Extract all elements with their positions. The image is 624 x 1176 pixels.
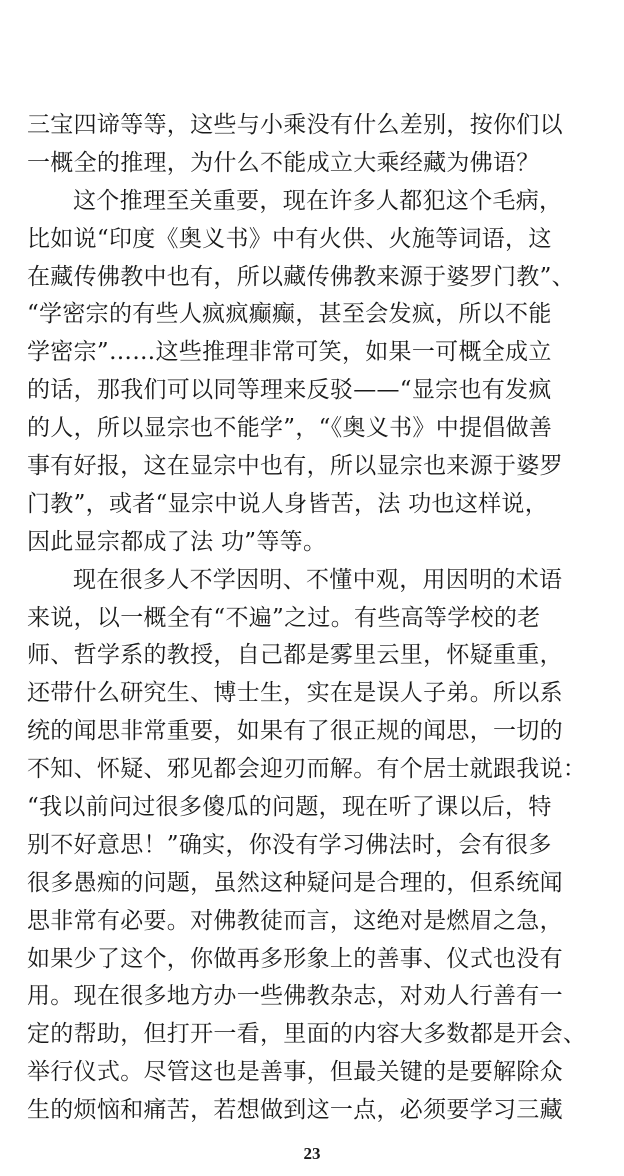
text-line: 用。现在很多地方办一些佛教杂志，对劝人行善有一: [27, 983, 563, 1010]
text-line: 的话，那我们可以同等理来反驳——“显宗也有发疯: [27, 377, 552, 404]
text-line: 定的帮助，但打开一看，里面的内容大多数都是开会、: [27, 1021, 587, 1048]
page-number: 23: [303, 1144, 321, 1163]
text-line: 三宝四谛等等，这些与小乘没有什么差别，按你们以: [27, 112, 563, 138]
text-line: 生的烦恼和痛苦，若想做到这一点，必须要学习三藏: [27, 1097, 563, 1124]
paragraph-first-line: 这个推理至关重要，现在许多人都犯这个毛病，: [73, 187, 563, 214]
text-line: 很多愚痴的问题，虽然这种疑问是合理的，但系统闻: [27, 869, 563, 896]
text-line: 来说，以一概全有“不遍”之过。有些高等学校的老: [27, 604, 541, 631]
text-line: “学密宗的有些人疯疯癫癫，甚至会发疯，所以不能: [27, 301, 552, 328]
text-line: 不知、怀疑、邪见都会迎刃而解。有个居士就跟我说：: [27, 756, 587, 783]
text-line: “我以前问过很多傻瓜的问题，现在听了课以后，特: [27, 794, 552, 821]
text-line: 别不好意思！”确实，你没有学习佛法时，会有很多: [27, 831, 552, 858]
text-line: 统的闻思非常重要，如果有了很正规的闻思，一切的: [27, 718, 563, 745]
text-line: 还带什么研究生、博士生，实在是误人子弟。所以系: [27, 680, 563, 707]
text-line: 师、哲学系的教授，自己都是雾里云里，怀疑重重，: [27, 642, 563, 669]
text-line: 在藏传佛教中也有，所以藏传佛教来源于婆罗门教”、: [27, 263, 575, 290]
text-line: 如果少了这个，你做再多形象上的善事、仪式也没有: [27, 945, 563, 972]
text-line: 的人，所以显宗也不能学”，“《奥义书》中提倡做善: [27, 415, 553, 442]
body-text: [27, 107, 612, 1130]
text-line: 举行仪式。尽管这也是善事，但最关键的是要解除众: [27, 1059, 563, 1086]
text-line: 因此显宗都成了法 功”等等。: [27, 528, 327, 555]
text-line: 一概全的推理，为什么不能成立大乘经藏为佛语？: [27, 149, 540, 176]
text-line: 门教”，或者“显宗中说人身皆苦，法 功也这样说，: [27, 490, 549, 517]
paragraph-first-line: 现在很多人不学因明、不懂中观，用因明的术语: [73, 566, 563, 593]
text-line: 学密宗”……这些推理非常可笑，如果一可概全成立: [27, 339, 552, 366]
text-line: 事有好报，这在显宗中也有，所以显宗也来源于婆罗: [27, 453, 563, 480]
text-line: 比如说“印度《奥义书》中有火供、火施等词语，这: [27, 225, 552, 252]
text-line: 思非常有必要。对佛教徒而言，这绝对是燃眉之急，: [27, 907, 563, 934]
